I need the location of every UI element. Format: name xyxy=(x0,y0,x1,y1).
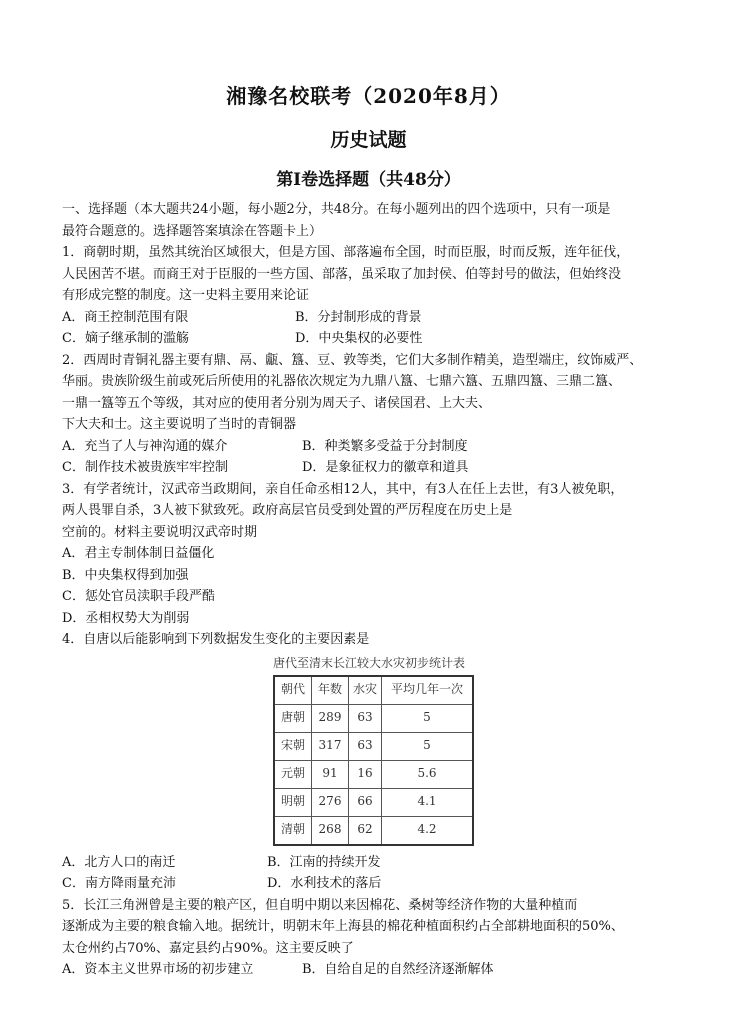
option-a: A．君主专制体制日益僵化 xyxy=(62,546,215,561)
question-stem-line: 两人畏罪自杀，3人被下狱致死。政府高层官员受到处置的严厉程度在历史上是 xyxy=(62,503,513,518)
option-c: C．嫡子继承制的滥觞 xyxy=(62,331,189,346)
option-a: A．北方人口的南迁 xyxy=(62,854,176,870)
exam-subject: 历史试题 xyxy=(330,129,407,151)
question-stem-line: 2．西周时青铜礼器主要有鼎、鬲、甗、簋、豆、敦等类，它们大多制作精美，造型端庄，纹饰威严、 xyxy=(62,352,643,368)
instructions-line: 最符合题意的。选择题答案填涂在答题卡上） xyxy=(62,223,323,239)
table-row xyxy=(274,816,473,845)
table-header-cell: 水灾 xyxy=(349,676,382,705)
option-d: D．水利技术的落后 xyxy=(267,876,382,891)
question-stem-line: 有形成完整的制度。这一史料主要用来论证 xyxy=(62,288,310,303)
flood-stats-table xyxy=(273,675,474,846)
table-row xyxy=(274,760,473,788)
question-stem-line: 下大夫和士。这主要说明了当时的青铜器 xyxy=(62,417,297,432)
flood-stats-figure xyxy=(62,651,702,852)
option-c: C．南方降雨量充沛 xyxy=(62,876,176,891)
option-b: B．中央集权得到加强 xyxy=(62,567,189,583)
table-header-cell: 平均几年一次 xyxy=(382,676,474,705)
exam-title: 湘豫名校联考（2020年8月） xyxy=(226,84,511,108)
option-row xyxy=(62,873,702,895)
table-header-cell: 朝代 xyxy=(274,676,312,705)
table-cell: 63 xyxy=(349,732,382,760)
option-row xyxy=(62,328,702,350)
option-b: B．种类繁多受益于分封制度 xyxy=(302,438,468,454)
option-a: A．资本主义世界市场的初步建立 xyxy=(62,962,254,977)
option-row xyxy=(62,307,702,329)
table-cell: 62 xyxy=(349,816,382,845)
table-cell: 276 xyxy=(312,788,349,816)
table-title: 唐代至清末长江较大水灾初步统计表 xyxy=(272,655,465,670)
section-heading: 第Ⅰ卷选择题（共48分） xyxy=(276,170,461,190)
question-stem-line: 一鼎一簋等五个等级，其对应的使用者分别为周天子、诸侯国君、上大夫、 xyxy=(62,395,492,411)
question-stem-line: 1．商朝时期，虽然其统治区域很大，但是方国、部落遍布全国，时而臣服，时而反叛，连年征伐， xyxy=(62,245,630,260)
table-cell: 清朝 xyxy=(274,816,312,845)
question-stem-line: 人民困苦不堪。而商王对于臣服的一些方国、部落，虽采取了加封侯、伯等封号的做法，但始终没 xyxy=(62,266,622,282)
table-cell: 317 xyxy=(312,732,349,760)
table-row xyxy=(274,732,473,760)
table-cell: 4.1 xyxy=(382,788,474,816)
option-d: D．中央集权的必要性 xyxy=(295,331,423,346)
option-row xyxy=(62,852,702,874)
table-cell: 宋朝 xyxy=(274,732,312,760)
question-stem-line: 空前的。材料主要说明汉武帝时期 xyxy=(62,524,258,540)
table-cell: 5 xyxy=(382,732,474,760)
option-b: B．江南的持续开发 xyxy=(267,854,381,870)
table-row xyxy=(274,704,473,732)
table-header-cell: 年数 xyxy=(312,676,349,705)
question-stem-line: 华丽。贵族阶级生前或死后所使用的礼器依次规定为九鼎八簋、七鼎六簋、五鼎四簋、三鼎二簋、 xyxy=(62,374,622,389)
table-cell: 明朝 xyxy=(274,788,312,816)
question-stem-line: 太仓州约占70%、嘉定县约占90%。这主要反映了 xyxy=(62,940,354,956)
table-cell: 268 xyxy=(312,816,349,845)
option-b: B．自给自足的自然经济逐渐解体 xyxy=(302,962,494,977)
table-cell: 5 xyxy=(382,704,474,732)
option-a: A．商王控制范围有限 xyxy=(62,309,189,325)
table-cell: 16 xyxy=(349,760,382,788)
table-cell: 4.2 xyxy=(382,816,474,845)
question-stem-line: 5．长江三角洲曾是主要的粮产区，但自明中期以来因棉花、桑树等经济作物的大量种植而 xyxy=(62,897,578,913)
table-cell: 唐朝 xyxy=(274,704,312,732)
option-row xyxy=(62,457,702,479)
option-d: D．丞相权势大为削弱 xyxy=(62,610,190,626)
question-stem-line: 3．有学者统计，汉武帝当政期间，亲自任命丞相12人，其中，有3人在任上去世，有3人被免职， xyxy=(62,481,624,497)
option-d: D．是象征权力的徽章和道具 xyxy=(302,460,469,475)
question-stem-line: 4．自唐以后能影响到下列数据发生变化的主要因素是 xyxy=(62,632,370,647)
table-cell: 91 xyxy=(312,760,349,788)
option-a: A．充当了人与神沟通的媒介 xyxy=(62,438,228,454)
question-5 xyxy=(62,895,702,981)
instructions-line: 一、选择题（本大题共24小题，每小题2分，共48分。在每小题列出的四个选项中，只有一项是 xyxy=(62,202,611,217)
table-cell: 元朝 xyxy=(274,760,312,788)
table-header-row xyxy=(274,676,473,705)
option-b: B．分封制形成的背景 xyxy=(295,309,422,325)
option-row xyxy=(62,959,702,981)
question-stem-line: 逐渐成为主要的粮食输入地。据统计，明朝末年上海县的棉花种植面积约占全部耕地面积的50%、 xyxy=(62,919,624,934)
table-cell: 5.6 xyxy=(382,760,474,788)
question-2 xyxy=(62,350,702,479)
table-cell: 66 xyxy=(349,788,382,816)
table-row xyxy=(274,788,473,816)
option-c: C．惩处官员渎职手段严酷 xyxy=(62,589,215,604)
table-cell: 63 xyxy=(349,704,382,732)
question-3 xyxy=(62,479,702,630)
option-row xyxy=(62,436,702,458)
question-4 xyxy=(62,629,702,895)
question-1 xyxy=(62,242,702,350)
exam-content xyxy=(62,199,702,981)
option-c: C．制作技术被贵族牢牢控制 xyxy=(62,460,228,475)
table-cell: 289 xyxy=(312,704,349,732)
